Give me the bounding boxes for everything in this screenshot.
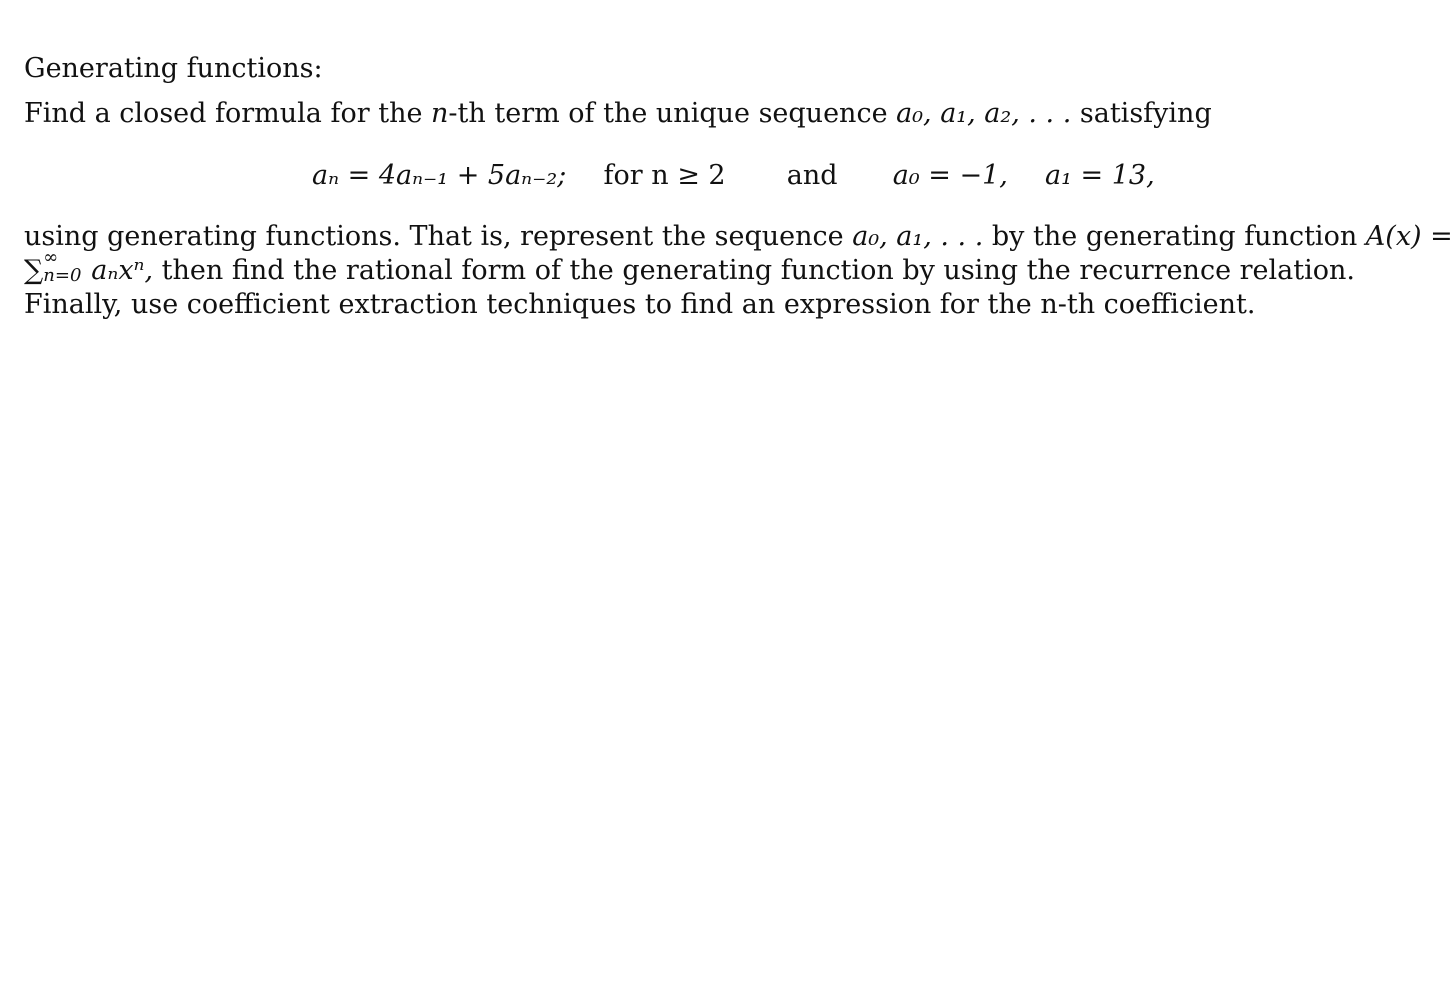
problem-intro xyxy=(24,97,1212,131)
para-text-2: by the generating function xyxy=(983,221,1366,252)
recurrence-and: and xyxy=(786,160,838,191)
paragraph-line-2 xyxy=(24,247,1355,288)
paragraph-line-3: Finally, use coefficient extraction techniques to find an expression for the n-th coefficient. xyxy=(24,289,1256,320)
recurrence-equation xyxy=(312,159,1155,193)
generating-function-label: A(x) = xyxy=(1365,221,1453,252)
sum-lower-limit: n=0 xyxy=(43,265,82,286)
initial-condition-a0: a₀ = −1, xyxy=(892,160,1008,191)
section-heading: Generating functions: xyxy=(24,53,323,84)
paragraph-line-1 xyxy=(24,220,1453,254)
intro-text-after: satisfying xyxy=(1071,98,1212,129)
sum-symbol: ∑ xyxy=(24,255,44,286)
intro-text-before: Find a closed formula for the xyxy=(24,98,432,129)
problem-number xyxy=(0,52,1,86)
para-text-1: using generating functions. That is, represent the sequence xyxy=(24,221,853,252)
instructions-paragraph xyxy=(24,220,1453,322)
recurrence-condition: for n ≥ 2 xyxy=(603,160,726,191)
sum-limits xyxy=(43,247,91,286)
para-text-3: then find the rational form of the generating function by using the recurrence relation. xyxy=(153,255,1355,286)
recurrence-lhs: aₙ = 4aₙ₋₁ + 5aₙ₋₂; xyxy=(312,160,567,191)
initial-condition-a1: a₁ = 13, xyxy=(1045,160,1155,191)
intro-text-middle: -th term of the unique sequence xyxy=(448,98,897,129)
intro-n-variable: n xyxy=(431,98,449,129)
sum-upper-limit: ∞ xyxy=(43,247,59,268)
intro-sequence: a₀, a₁, a₂, . . . xyxy=(896,98,1072,129)
para-sequence: a₀, a₁, . . . xyxy=(852,221,984,252)
sum-term: aₙxⁿ, xyxy=(91,255,154,286)
